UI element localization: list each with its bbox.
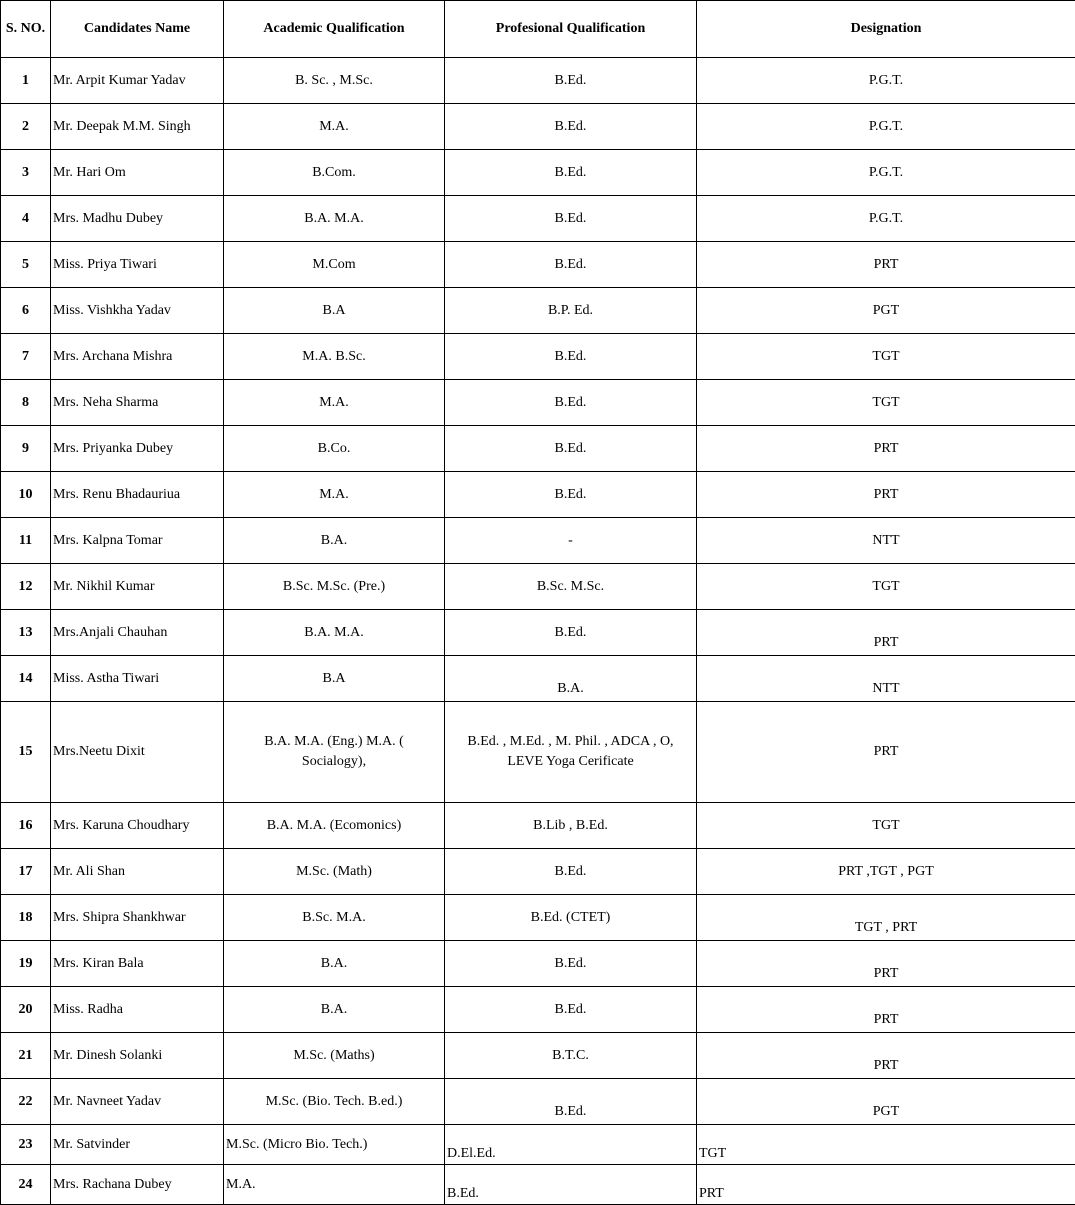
designation-cell: NTT bbox=[697, 656, 1075, 702]
candidate-name-cell: Mrs.Neetu Dixit bbox=[51, 702, 224, 803]
table-row bbox=[1, 803, 1075, 849]
table-row bbox=[1, 895, 1075, 941]
table-row bbox=[1, 242, 1075, 288]
candidate-name-cell: Mr. Hari Om bbox=[51, 150, 224, 196]
sno-cell: 3 bbox=[1, 150, 51, 196]
designation-cell: PRT bbox=[697, 426, 1075, 472]
designation-cell: TGT bbox=[697, 803, 1075, 849]
academic-qualification-cell: B.Sc. M.A. bbox=[224, 895, 445, 941]
academic-qualification-cell: B.A bbox=[224, 288, 445, 334]
table-row bbox=[1, 426, 1075, 472]
candidate-name-cell: Mrs. Neha Sharma bbox=[51, 380, 224, 426]
academic-qualification-cell: B.A. M.A. (Ecomonics) bbox=[224, 803, 445, 849]
candidate-name-cell: Mrs. Karuna Choudhary bbox=[51, 803, 224, 849]
sno-cell: 15 bbox=[1, 702, 51, 803]
sno-cell: 8 bbox=[1, 380, 51, 426]
header-designation: Designation bbox=[697, 1, 1075, 58]
table-row bbox=[1, 702, 1075, 803]
table-row bbox=[1, 987, 1075, 1033]
candidate-name-cell: Mr. Arpit Kumar Yadav bbox=[51, 58, 224, 104]
candidate-name-cell: Mr. Nikhil Kumar bbox=[51, 564, 224, 610]
designation-cell: P.G.T. bbox=[697, 196, 1075, 242]
academic-qualification-cell: B.A. bbox=[224, 987, 445, 1033]
academic-qualification-cell: M.Sc. (Math) bbox=[224, 849, 445, 895]
academic-qualification-cell: M.A. bbox=[224, 104, 445, 150]
designation-cell: PGT bbox=[697, 1079, 1075, 1125]
academic-qualification-cell: M.A. bbox=[224, 472, 445, 518]
sno-cell: 23 bbox=[1, 1125, 51, 1165]
professional-qualification-cell: B.Ed. bbox=[445, 380, 697, 426]
designation-cell: PRT bbox=[697, 1033, 1075, 1079]
designation-cell: PRT bbox=[697, 242, 1075, 288]
header-academic-qualification: Academic Qualification bbox=[224, 1, 445, 58]
candidate-name-cell: Mr. Satvinder bbox=[51, 1125, 224, 1165]
table-row bbox=[1, 849, 1075, 895]
table-row bbox=[1, 1165, 1075, 1205]
designation-cell: TGT bbox=[697, 564, 1075, 610]
candidate-name-cell: Mr. Deepak M.M. Singh bbox=[51, 104, 224, 150]
academic-qualification-cell: B.A. M.A. bbox=[224, 610, 445, 656]
candidate-name-cell: Mrs. Shipra Shankhwar bbox=[51, 895, 224, 941]
candidate-name-cell: Miss. Vishkha Yadav bbox=[51, 288, 224, 334]
sno-cell: 22 bbox=[1, 1079, 51, 1125]
academic-qualification-cell: M.Sc. (Maths) bbox=[224, 1033, 445, 1079]
academic-qualification-cell: B.Co. bbox=[224, 426, 445, 472]
academic-qualification-cell: B. Sc. , M.Sc. bbox=[224, 58, 445, 104]
professional-qualification-cell: B.Ed. bbox=[445, 987, 697, 1033]
professional-qualification-cell: B.Ed. bbox=[445, 610, 697, 656]
academic-qualification-cell: B.A. M.A. (Eng.) M.A. ( Socialogy), bbox=[224, 702, 445, 803]
professional-qualification-cell: - bbox=[445, 518, 697, 564]
designation-cell: PRT bbox=[697, 941, 1075, 987]
table-row bbox=[1, 58, 1075, 104]
candidate-name-cell: Miss. Radha bbox=[51, 987, 224, 1033]
professional-qualification-cell: B.Ed. bbox=[445, 104, 697, 150]
candidate-name-cell: Mrs. Kalpna Tomar bbox=[51, 518, 224, 564]
table-row bbox=[1, 334, 1075, 380]
table-row bbox=[1, 472, 1075, 518]
academic-qualification-cell: B.A. M.A. bbox=[224, 196, 445, 242]
table-row bbox=[1, 196, 1075, 242]
designation-cell: P.G.T. bbox=[697, 150, 1075, 196]
sno-cell: 13 bbox=[1, 610, 51, 656]
table-row bbox=[1, 518, 1075, 564]
table-row bbox=[1, 380, 1075, 426]
candidate-name-cell: Mrs. Archana Mishra bbox=[51, 334, 224, 380]
academic-qualification-cell: B.Com. bbox=[224, 150, 445, 196]
academic-qualification-cell: B.A. bbox=[224, 941, 445, 987]
professional-qualification-cell: B.P. Ed. bbox=[445, 288, 697, 334]
professional-qualification-cell: B.Ed. bbox=[445, 196, 697, 242]
candidate-name-cell: Mrs. Renu Bhadauriua bbox=[51, 472, 224, 518]
sno-cell: 17 bbox=[1, 849, 51, 895]
academic-qualification-cell: B.Sc. M.Sc. (Pre.) bbox=[224, 564, 445, 610]
academic-qualification-cell: M.Sc. (Micro Bio. Tech.) bbox=[224, 1125, 445, 1165]
academic-qualification-cell: M.Sc. (Bio. Tech. B.ed.) bbox=[224, 1079, 445, 1125]
academic-qualification-cell: M.A. B.Sc. bbox=[224, 334, 445, 380]
sno-cell: 4 bbox=[1, 196, 51, 242]
designation-cell: TGT bbox=[697, 1125, 1075, 1165]
designation-cell: PRT bbox=[697, 987, 1075, 1033]
designation-cell: TGT bbox=[697, 334, 1075, 380]
professional-qualification-cell: B.Ed. bbox=[445, 334, 697, 380]
professional-qualification-cell: B.Ed. , M.Ed. , M. Phil. , ADCA , O, LEVE Yoga Cerificate bbox=[445, 702, 697, 803]
academic-qualification-cell: M.A. bbox=[224, 1165, 445, 1205]
professional-qualification-cell: B.Ed. bbox=[445, 472, 697, 518]
sno-cell: 18 bbox=[1, 895, 51, 941]
academic-qualification-cell: M.Com bbox=[224, 242, 445, 288]
professional-qualification-cell: B.Ed. bbox=[445, 849, 697, 895]
header-candidate-name: Candidates Name bbox=[51, 1, 224, 58]
candidate-name-cell: Mrs. Rachana Dubey bbox=[51, 1165, 224, 1205]
designation-cell: NTT bbox=[697, 518, 1075, 564]
professional-qualification-cell: B.Ed. bbox=[445, 150, 697, 196]
designation-cell: P.G.T. bbox=[697, 58, 1075, 104]
sno-cell: 20 bbox=[1, 987, 51, 1033]
designation-cell: TGT bbox=[697, 380, 1075, 426]
professional-qualification-cell: B.T.C. bbox=[445, 1033, 697, 1079]
academic-qualification-cell: M.A. bbox=[224, 380, 445, 426]
designation-cell: PRT ,TGT , PGT bbox=[697, 849, 1075, 895]
professional-qualification-cell: D.El.Ed. bbox=[445, 1125, 697, 1165]
candidate-name-cell: Mr. Navneet Yadav bbox=[51, 1079, 224, 1125]
candidate-name-cell: Mrs.Anjali Chauhan bbox=[51, 610, 224, 656]
professional-qualification-cell: B.Ed. bbox=[445, 941, 697, 987]
sno-cell: 24 bbox=[1, 1165, 51, 1205]
sno-cell: 10 bbox=[1, 472, 51, 518]
sno-cell: 11 bbox=[1, 518, 51, 564]
candidate-name-cell: Miss. Astha Tiwari bbox=[51, 656, 224, 702]
designation-cell: PGT bbox=[697, 288, 1075, 334]
designation-cell: PRT bbox=[697, 610, 1075, 656]
table-row bbox=[1, 150, 1075, 196]
sno-cell: 16 bbox=[1, 803, 51, 849]
sno-cell: 5 bbox=[1, 242, 51, 288]
header-sno: S. NO. bbox=[1, 1, 51, 58]
designation-cell: PRT bbox=[697, 472, 1075, 518]
candidate-name-cell: Mr. Ali Shan bbox=[51, 849, 224, 895]
professional-qualification-cell: B.Ed. bbox=[445, 58, 697, 104]
table-row bbox=[1, 1033, 1075, 1079]
professional-qualification-cell: B.A. bbox=[445, 656, 697, 702]
table-row bbox=[1, 564, 1075, 610]
designation-cell: P.G.T. bbox=[697, 104, 1075, 150]
table-row bbox=[1, 941, 1075, 987]
candidate-name-cell: Mrs. Madhu Dubey bbox=[51, 196, 224, 242]
table-row bbox=[1, 610, 1075, 656]
sno-cell: 9 bbox=[1, 426, 51, 472]
table-row bbox=[1, 1125, 1075, 1165]
table-row bbox=[1, 288, 1075, 334]
table-row bbox=[1, 104, 1075, 150]
designation-cell: PRT bbox=[697, 702, 1075, 803]
candidate-name-cell: Mr. Dinesh Solanki bbox=[51, 1033, 224, 1079]
candidate-name-cell: Mrs. Kiran Bala bbox=[51, 941, 224, 987]
sno-cell: 2 bbox=[1, 104, 51, 150]
academic-qualification-cell: B.A bbox=[224, 656, 445, 702]
professional-qualification-cell: B.Ed. bbox=[445, 1165, 697, 1205]
table-row bbox=[1, 1079, 1075, 1125]
header-row bbox=[1, 1, 1075, 58]
sno-cell: 1 bbox=[1, 58, 51, 104]
designation-cell: PRT bbox=[697, 1165, 1075, 1205]
professional-qualification-cell: B.Ed. (CTET) bbox=[445, 895, 697, 941]
candidate-name-cell: Mrs. Priyanka Dubey bbox=[51, 426, 224, 472]
sno-cell: 21 bbox=[1, 1033, 51, 1079]
candidate-name-cell: Miss. Priya Tiwari bbox=[51, 242, 224, 288]
professional-qualification-cell: B.Ed. bbox=[445, 1079, 697, 1125]
academic-qualification-cell: B.A. bbox=[224, 518, 445, 564]
professional-qualification-cell: B.Ed. bbox=[445, 242, 697, 288]
professional-qualification-cell: B.Ed. bbox=[445, 426, 697, 472]
sno-cell: 7 bbox=[1, 334, 51, 380]
designation-cell: TGT , PRT bbox=[697, 895, 1075, 941]
sno-cell: 14 bbox=[1, 656, 51, 702]
sno-cell: 19 bbox=[1, 941, 51, 987]
sno-cell: 12 bbox=[1, 564, 51, 610]
table-row bbox=[1, 656, 1075, 702]
professional-qualification-cell: B.Lib , B.Ed. bbox=[445, 803, 697, 849]
professional-qualification-cell: B.Sc. M.Sc. bbox=[445, 564, 697, 610]
header-professional-qualification: Profesional Qualification bbox=[445, 1, 697, 58]
sno-cell: 6 bbox=[1, 288, 51, 334]
